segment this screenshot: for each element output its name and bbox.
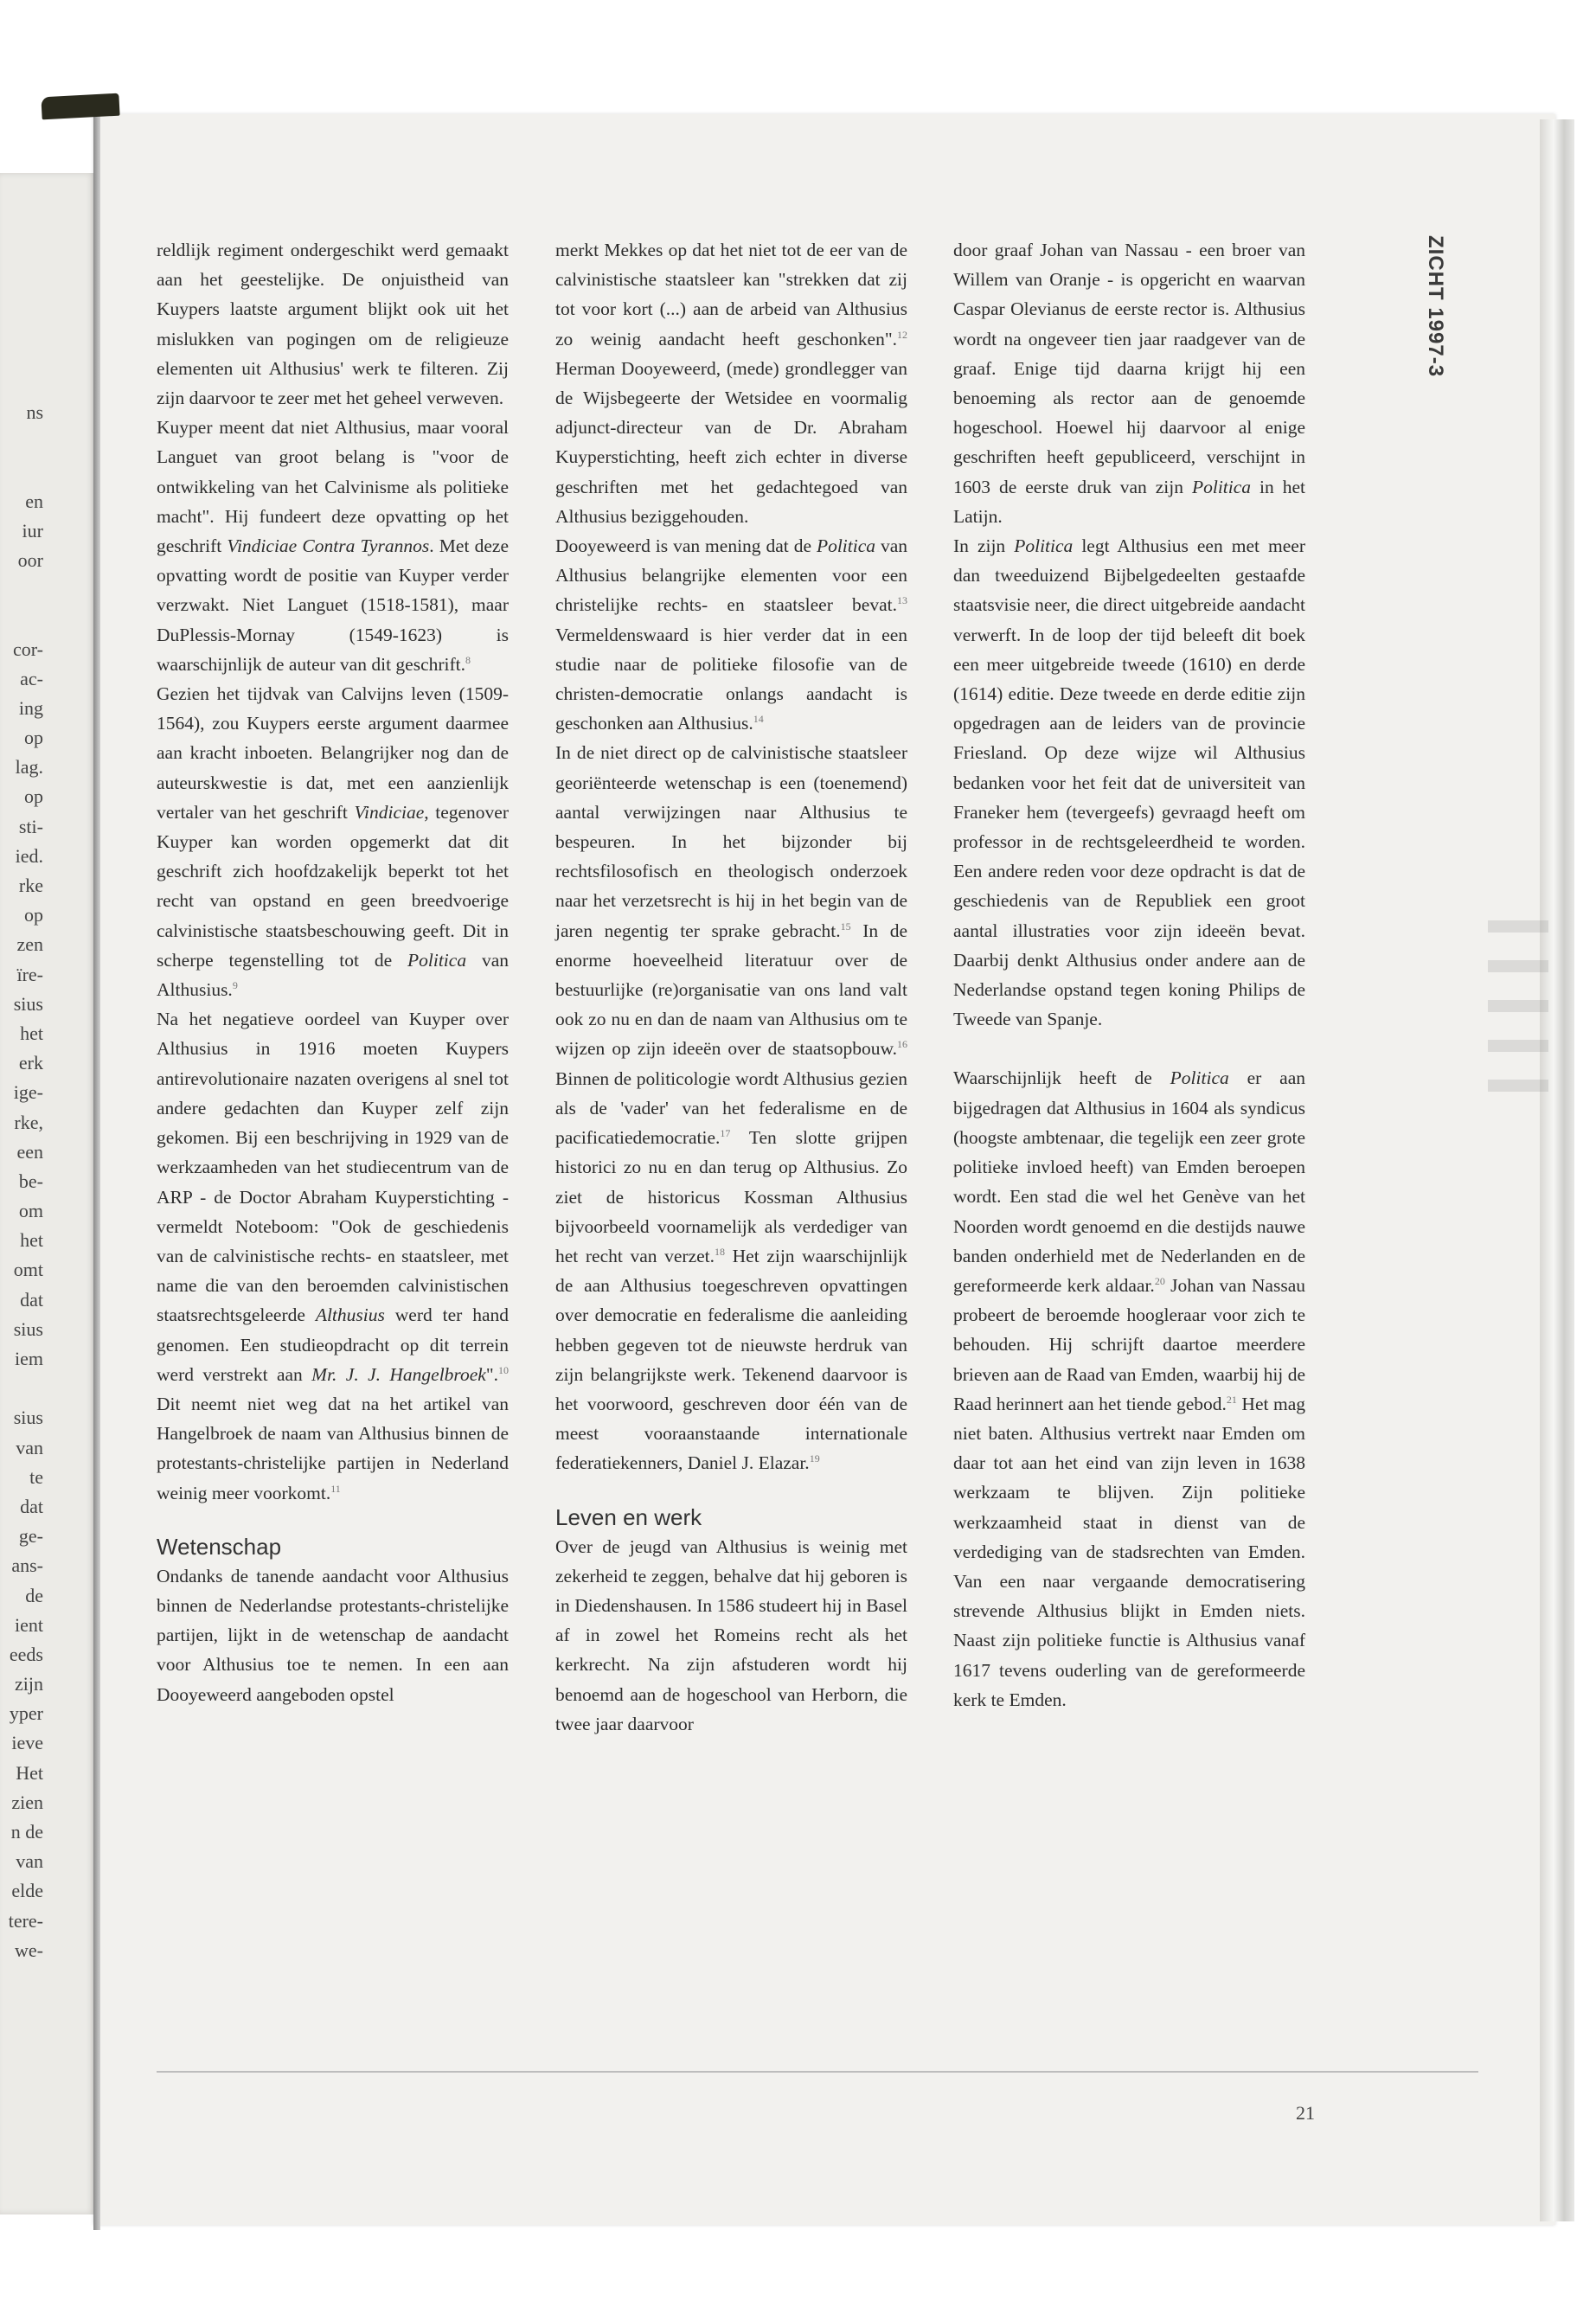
- previous-page-fragment: van: [16, 1850, 43, 1873]
- previous-page-fragment: omt: [13, 1259, 43, 1281]
- paragraph-text: in het Latijn.: [953, 476, 1305, 527]
- paragraph-text: Dit neemt niet weg dat na het artikel van Hangelbroek de naam van Althusius binnen de protestants-christelijke partijen in Nederland weinig meer voorkomt.: [157, 1393, 509, 1503]
- footnote-ref: 12: [897, 328, 907, 341]
- paragraph-text: Na het negatieve oordeel van Kuyper over Althusius in 1916 moeten Kuypers antirevolutionaire nazaten overigens al snel tot andere gedachten dan Kuyper zelf zijn gekomen. Bij een beschrijving in 1929 van de werkzaamheden van het studiecentrum van de ARP - de Doctor Abraham Kuyperstichting - vermeldt Noteboom: "Ook de geschiedenis van de calvinistische rechts- en staatsleer, met name die van den beroemden calvinistischen staatsrechtsgeleerde: [157, 1009, 509, 1326]
- previous-page-fragment: ans-: [11, 1554, 43, 1577]
- previous-page-fragment: tere-: [8, 1909, 43, 1932]
- previous-page-fragment: sti-: [18, 815, 43, 837]
- bleed-through-mark: [1488, 1080, 1548, 1092]
- previous-page-fragment: rke: [18, 875, 43, 896]
- paragraph: [157, 679, 509, 1004]
- paragraph: [157, 1561, 509, 1709]
- paragraph-text: Binnen de politicologie wordt Althusius gezien als de 'vader' van het federalisme en de pacificatiedemocratie.: [555, 1067, 907, 1149]
- previous-page-fragment: sius: [13, 992, 43, 1015]
- footnote-ref: 8: [465, 653, 471, 666]
- paragraph-text: In de niet direct op de calvinistische staatsleer georiënteerde wetenschap is een (toenemend) aantal verwijzingen naar Althusius te bespeuren. In het bijzonder bij rechtsfilosofisch en theologisch onderzoek naar het verzetsrecht is hij in het begin van de jaren negentig ter sprake gebracht.: [555, 742, 907, 941]
- previous-page-fragment: dat: [20, 1288, 43, 1311]
- previous-page-fragment: ient: [15, 1613, 43, 1636]
- previous-page-fragment: [0, 457, 43, 486]
- paragraph: [157, 1004, 509, 1507]
- paragraph: [555, 531, 907, 738]
- paragraph-text: , tegenover Kuyper kan worden opgemerkt dat dit geschrift zich hoofdzakelijk beperkt tot het recht van opstand en geen breedvoerige calvinistische staatsbeschouwing geeft. Dit in scherpe tegenstelling tot de: [157, 801, 509, 971]
- previous-page-fragment: rke,: [14, 1111, 43, 1133]
- binding-clip: [41, 93, 119, 120]
- paragraph-text: legt Althusius een met meer dan tweeduizend Bijbelgedeelten gestaafde staatsvisie neer, die direct uitgebreide aandacht verwerft. In de loop der tijd beleeft dit boek een meer uitgebreide tweede (1610) en derde (1614) editie. Deze tweede en derde editie zijn opgedragen aan de leiders van de provincie Friesland. Op deze wijze wil Althusius bedanken voor het feit dat de universiteit van Franeker hem (tevergeefs) gevraagd heeft om professor in de rechtsgeleerdheid te worden. Een andere reden voor deze opdracht is dat de geschiedenis van de Republiek een groot aantal illustraties voor zijn ideeën bevat. Daarbij denkt Althusius onder andere aan de Nederlandse opstand tegen koning Philips de Tweede van Spanje.: [953, 535, 1305, 1030]
- footer-rule: [157, 2071, 1478, 2073]
- previous-page-fragment: ïre-: [16, 963, 43, 985]
- paragraph-text: Waarschijnlijk heeft de: [953, 1067, 1170, 1089]
- paragraph-text: werd ter hand genomen. Een studieopdracht op dit terrein werd verstrekt aan: [157, 1304, 510, 1385]
- paragraph-text: Dooyeweerd is van mening dat de: [555, 535, 817, 557]
- previous-page-fragment: dat: [20, 1495, 43, 1517]
- previous-page-fragment: ieve: [11, 1732, 43, 1754]
- paragraph-text: Over de jeugd van Althusius is weinig met zekerheid te zeggen, behalve dat hij geboren is in Diedenshausen. In 1586 studeert hij in Basel af in zowel het Romeins recht als het kerkrecht. Na zijn afstuderen wordt hij benoemd aan de hogeschool van Herborn, die twee jaar daarvoor: [555, 1535, 907, 1734]
- previous-page-fragment: cor-: [13, 638, 43, 660]
- previous-page-fragment: de: [25, 1584, 43, 1606]
- paragraph-text: . Met deze opvatting wordt de positie van Kuyper verder verzwakt. Niet Languet (1518-1581), maar DuPlessis-Mornay (1549-1623) is waarschijnlijk de auteur van dit geschrift.: [157, 535, 509, 675]
- paragraph-text: Johan van Nassau probeert de beroemde hoogleraar voor zich te behouden. Hij schrijft daartoe meerdere brieven aan de Raad van Emden, waarbij hij de Raad herinnert aan het tiende gebod.: [953, 1274, 1305, 1414]
- paragraph: [555, 738, 907, 1477]
- previous-page-text-fragments: [0, 398, 43, 1965]
- paragraph-text: Herman Dooyeweerd, (mede) grondlegger van de Wijsbegeerte der Wetsidee en voormalig adjunct-directeur van de Dr. Abraham Kuyperstichting, heeft zich echter in diverse geschriften met het gedachtegoed van Althusius beziggehouden.: [555, 357, 907, 527]
- paragraph-text: Gezien het tijdvak van Calvijns leven (1509-1564), zou Kuypers eerste argument daarmee aan kracht inboeten. Belangrijker nog dan de auteurskwestie is dat, met een aanzienlijk vertaler van het geschrift: [157, 683, 509, 823]
- paragraph-text: van Althusius.: [157, 949, 509, 1001]
- previous-page-fragment: [0, 575, 43, 605]
- paragraph-text: Kuyper meent dat niet Althusius, maar vooral Languet van groot belang is "voor de ontwikkeling van het Calvinisme als politieke macht". Hij fundeert deze opvatting op het geschrift: [157, 417, 509, 557]
- text-column-1: [157, 235, 509, 1709]
- page-number: 21: [1296, 2102, 1315, 2124]
- section-heading: Wetenschap: [157, 1533, 282, 1560]
- footnote-ref: 9: [232, 978, 238, 991]
- paragraph: [157, 413, 509, 679]
- footnote-ref: 14: [753, 713, 764, 726]
- previous-page-fragment: van: [16, 1436, 43, 1458]
- previous-page-fragment: een: [16, 1140, 43, 1163]
- previous-page-fragment: zen: [16, 933, 43, 956]
- footnote-ref: 16: [897, 1038, 907, 1051]
- paragraph-text: reldlijk regiment ondergeschikt werd gemaakt aan het geestelijke. De onjuistheid van Kuypers laatste argument blijkt ook uit het mislukken van pogingen om de religieuze elementen uit Althusius' werk te filteren. Zij zijn daarvoor te zeer met het geheel verweven.: [157, 240, 509, 409]
- person-name: Mr. J. J. Hangelbroek: [311, 1363, 486, 1385]
- previous-page-fragment: n de: [10, 1821, 43, 1843]
- paragraph-text: In de enorme hoeveelheid literatuur over de bestuurlijke (re)organisatie van ons land valt ook zo nu en dan de naam van Althusius om te wijzen op zijn ideeën over de staatsopbouw.: [555, 920, 907, 1060]
- paragraph: [157, 235, 509, 413]
- work-title: Vindiciae: [354, 801, 425, 823]
- previous-page-fragment: op: [24, 727, 43, 749]
- work-title: Politica: [407, 949, 467, 971]
- previous-page-fragment: het: [20, 1022, 43, 1044]
- footnote-ref: 19: [809, 1452, 820, 1465]
- work-title: Politica: [1170, 1067, 1229, 1089]
- bleed-through-mark: [1488, 920, 1548, 933]
- work-title: Vindiciae Contra Tyrannos: [227, 535, 430, 557]
- previous-page-fragment: yper: [9, 1702, 43, 1725]
- previous-page-fragment: ing: [18, 696, 43, 719]
- paragraph-text: Ten slotte grijpen historici zo nu en dan terug op Althusius. Zo ziet de historicus Kossman Althusius bijvoorbeeld voornamelijk als verdediger van het recht van verzet.: [555, 1127, 907, 1266]
- paragraph-text: Het mag niet baten. Althusius vertrekt naar Emden om daar tot aan het eind van zijn leven in 1638 werkzaam te blijven. Zijn politieke werkzaamheid staat in dienst van de verdediging van de stadsrechten van Emden. Van een naar vergaande democratisering strevende Althusius blijkt in Emden niets. Naast zijn politieke functie is Althusius vanaf 1617 tevens ouderling van de gereformeerde kerk te Emden.: [953, 1393, 1305, 1710]
- paragraph-text: door graaf Johan van Nassau - een broer van Willem van Oranje - is opgericht en waarvan Caspar Olevianus de eerste rector is. Althusius wordt na ongeveer tien jaar raadgever van de graaf. Enige tijd daarna krijgt hij een benoeming als rector aan de genoemde hogeschool. Hoewel hij daarvoor al enige geschriften heeft gepubliceerd, verschijnt in 1603 de eerste druk van zijn: [953, 240, 1305, 497]
- previous-page-fragment: [0, 1374, 43, 1403]
- paragraph: [555, 1532, 907, 1739]
- previous-page-fragment: en: [25, 490, 43, 512]
- previous-page-fragment: ied.: [15, 844, 43, 867]
- previous-page-fragment: oor: [17, 548, 43, 571]
- previous-page-fragment: Het: [16, 1761, 43, 1784]
- previous-page-fragment: zien: [11, 1791, 43, 1813]
- previous-page-fragment: [0, 427, 43, 457]
- footnote-ref: 17: [720, 1126, 731, 1139]
- previous-page-fragment: sius: [13, 1317, 43, 1340]
- footnote-ref: 21: [1226, 1393, 1237, 1406]
- previous-page-fragment: op: [24, 904, 43, 926]
- previous-page-fragment: ge-: [18, 1525, 43, 1548]
- bleed-through-mark: [1488, 1000, 1548, 1012]
- work-title: Politica: [1014, 535, 1074, 557]
- text-column-2: [555, 235, 907, 1739]
- previous-page-fragment: ns: [26, 401, 43, 423]
- running-head: ZICHT 1997-3: [1424, 235, 1447, 378]
- previous-page-fragment: be-: [18, 1170, 43, 1192]
- paragraph: [953, 1063, 1305, 1714]
- paragraph-text: ".: [485, 1363, 498, 1385]
- paragraph-text: In zijn: [953, 535, 1015, 557]
- previous-page-fragment: lag.: [15, 756, 43, 779]
- work-title: Politica: [816, 535, 876, 557]
- footnote-ref: 15: [840, 920, 851, 933]
- previous-page-fragment: erk: [18, 1052, 43, 1074]
- paragraph-text: Vermeldenswaard is hier verder dat in een studie naar de politieke filosofie van de christen-democratie onlangs aandacht is geschonken aan Althusius.: [555, 624, 907, 734]
- text-column-3: [953, 235, 1305, 1715]
- footnote-ref: 18: [715, 1245, 726, 1258]
- previous-page-fragment: iur: [22, 519, 43, 542]
- footnote-ref: 13: [897, 594, 907, 607]
- previous-page-fragment: we-: [15, 1939, 43, 1961]
- paragraph-text: merkt Mekkes op dat het niet tot de eer van de calvinistische staatsleer kan "strekken dat zij tot voor kort (...) aan de arbeid van Althusius zo weinig aandacht heeft geschonken".: [555, 240, 907, 349]
- paragraph: [555, 235, 907, 531]
- previous-page-fragment: te: [29, 1465, 43, 1488]
- footnote-ref: 20: [1154, 1274, 1165, 1287]
- footnote-ref: 11: [330, 1482, 341, 1495]
- bleed-through-mark: [1488, 960, 1548, 972]
- paragraph-text: Ondanks de tanende aandacht voor Althusius binnen de Nederlandse protestants-christelijke partijen, lijkt in de wetenschap de aandacht voor Althusius toe te nemen. In een aan Dooyeweerd aangeboden opstel: [157, 1565, 509, 1705]
- bleed-through-mark: [1488, 1040, 1548, 1052]
- previous-page-fragment: sius: [13, 1407, 43, 1429]
- previous-page-fragment: iem: [15, 1348, 43, 1369]
- section-heading: Leven en werk: [555, 1503, 702, 1530]
- previous-page-fragment: om: [18, 1200, 43, 1222]
- previous-page-fragment: elde: [11, 1880, 43, 1902]
- paragraph: [953, 235, 1305, 531]
- paragraph-text: er aan bijgedragen dat Althusius in 1604 als syndicus (hoogste ambtenaar, die tegelijk een zeer grote politieke invloed heeft) van Emden beroepen wordt. Een stad die wel het Genève van het Noorden wordt genoemd en die destijds nauwe banden onderhield met de Nederlanden en de gereformeerde kerk aldaar.: [953, 1067, 1305, 1296]
- footnote-ref: 10: [497, 1363, 509, 1376]
- previous-page-fragment: ac-: [20, 667, 43, 689]
- work-title: Politica: [1191, 476, 1252, 497]
- paragraph: [953, 531, 1305, 1034]
- work-title: Althusius: [315, 1304, 385, 1326]
- previous-page-fragment: op: [24, 785, 43, 808]
- previous-page-fragment: zijn: [15, 1673, 43, 1695]
- previous-page-fragment: ige-: [13, 1081, 43, 1104]
- paragraph-text: Het zijn waarschijnlijk de aan Althusius toegeschreven opvattingen over democratie en federalisme die aanleiding hebben gegeven tot de nieuwste herdruk van zijn belangrijkste werk. Tekenend daarvoor is het voorwoord, geschreven door één van de meest vooraanstaande internationale federatiekenners, Daniel J. Elazar.: [555, 1245, 907, 1474]
- previous-page-fragment: het: [20, 1229, 43, 1252]
- paragraph-text: van Althusius belangrijke elementen voor een christelijke rechts- en staatsleer bevat.: [555, 535, 908, 616]
- previous-page-fragment: eeds: [9, 1643, 43, 1665]
- previous-page-fragment: [0, 605, 43, 634]
- book-spine: [93, 102, 100, 2230]
- page-edge: [1540, 119, 1574, 2221]
